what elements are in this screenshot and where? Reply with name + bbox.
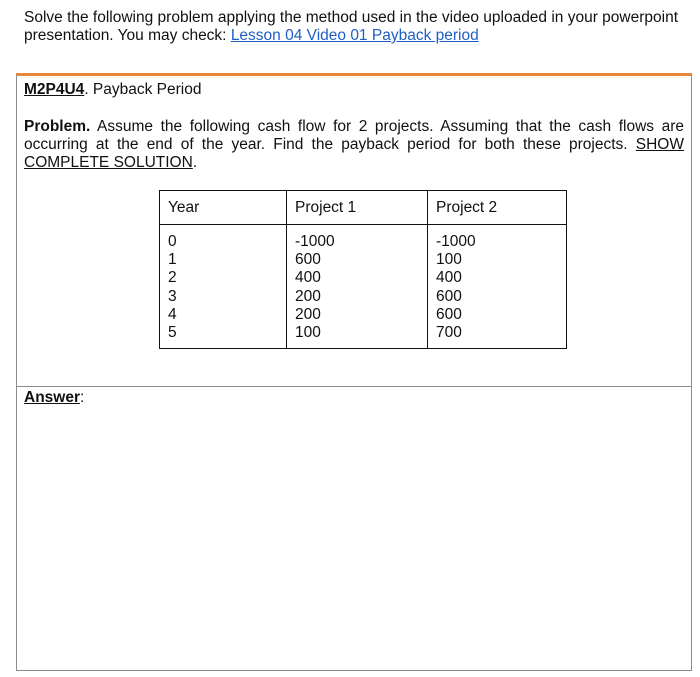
problem-label: Problem.	[24, 118, 91, 135]
problem-text: Assume the following cash flow for 2 projects. Assuming that the cash flows are occurring at the end of the year. Find the payback period for both these projects.	[24, 118, 684, 153]
question-title: . Payback Period	[84, 81, 202, 98]
year-value: 1	[168, 251, 177, 269]
answer-colon: :	[80, 389, 85, 406]
year-value: 5	[168, 324, 177, 342]
instructions-line-1: Solve the following problem applying the method used in the video uploaded in your powerpoint	[24, 9, 679, 26]
question-code: M2P4U4	[24, 81, 85, 98]
project-2-value: 600	[436, 305, 462, 323]
year-value: 2	[168, 269, 177, 287]
project-2-value: 400	[436, 269, 462, 287]
header-project-1: Project 1	[287, 191, 428, 225]
header-project-2: Project 2	[428, 191, 567, 225]
project-2-value: -1000	[436, 233, 476, 250]
project-1-value: 100	[295, 324, 321, 342]
problem-statement-end	[24, 154, 197, 172]
answer-label: Answer	[24, 389, 80, 406]
project-2-value: 100	[436, 251, 462, 269]
problem-statement	[24, 118, 684, 154]
project-1-value: 200	[295, 287, 321, 305]
project-2-value: 600	[436, 287, 462, 305]
project-1-value: 400	[295, 269, 321, 287]
project-2-value: 700	[436, 324, 462, 342]
year-value: 3	[168, 287, 177, 305]
problem-period: .	[192, 154, 198, 171]
table-row	[160, 225, 567, 349]
instructions-line-2-text: presentation. You may check:	[24, 27, 231, 44]
lesson-video-link[interactable]: Lesson 04 Video 01 Payback period	[230, 27, 479, 44]
table-header-row	[160, 191, 567, 225]
problem-emphasis-1: SHOW	[635, 136, 684, 153]
year-column	[160, 225, 287, 349]
cash-flow-table	[159, 190, 567, 349]
header-year: Year	[160, 191, 287, 225]
year-value: 0	[168, 233, 177, 250]
question-heading	[24, 81, 202, 99]
project-1-value: 600	[295, 251, 321, 269]
project-1-value: 200	[295, 305, 321, 323]
project-1-column	[287, 225, 428, 349]
answer-divider	[16, 386, 692, 387]
instructions	[24, 9, 700, 45]
year-value: 4	[168, 305, 177, 323]
problem-emphasis-2: COMPLETE SOLUTION	[24, 154, 193, 171]
project-1-value: -1000	[295, 233, 335, 250]
project-2-column	[428, 225, 567, 349]
instructions-line-2	[24, 27, 700, 45]
answer-heading	[24, 389, 84, 407]
